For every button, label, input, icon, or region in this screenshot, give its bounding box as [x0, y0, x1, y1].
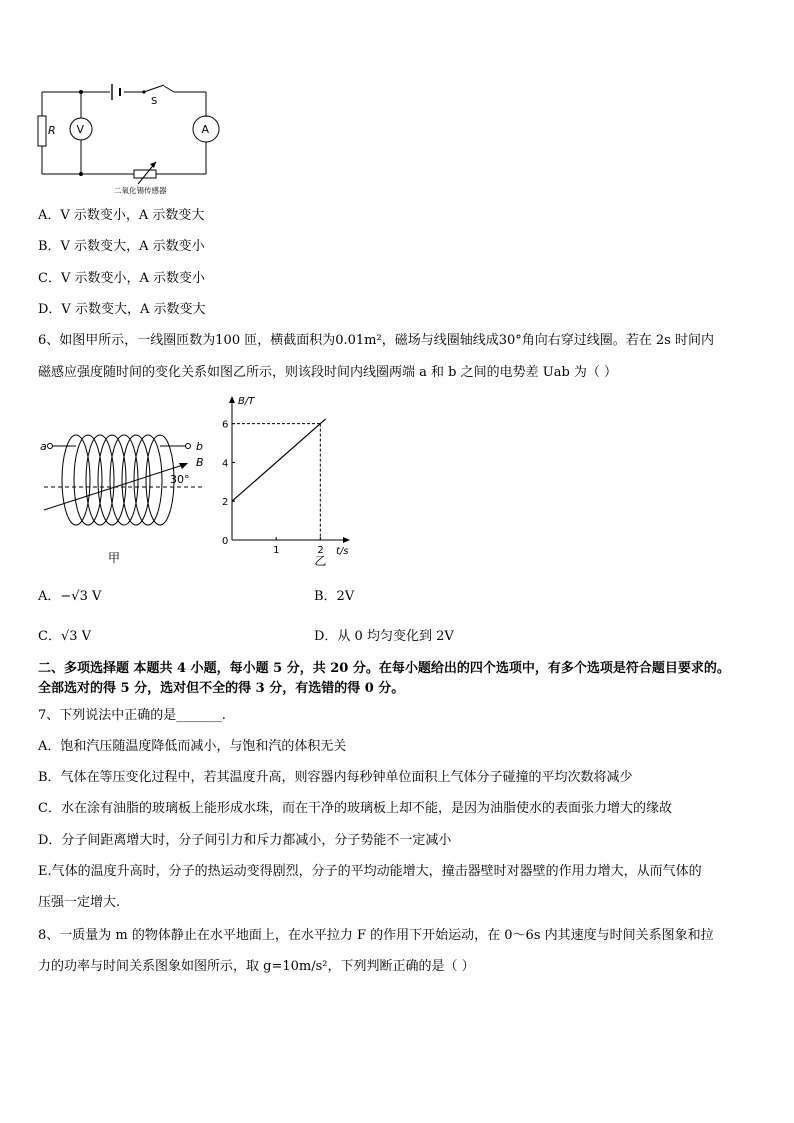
ammeter-label: A [201, 123, 210, 136]
b-t-graph [218, 394, 358, 566]
x-tick-label: 1 [273, 545, 280, 556]
graph-caption: 乙 [314, 554, 327, 566]
x-axis-arrow [343, 537, 350, 543]
coil-terminal-b: b [196, 440, 203, 453]
field-label-B: B [196, 456, 204, 469]
q5-option-a: A．V 示数变小，A 示数变大 [38, 208, 205, 223]
q6-stem-line1: 6、如图甲所示，一线圈匝数为100 匝，横截面积为0.01m²，磁场与线圈轴线成30°角向右穿过线圈。若在 2s 时间内 [38, 333, 714, 348]
q8-stem-line1: 8、一质量为 m 的物体静止在水平地面上，在水平拉力 F 的作用下开始运动，在 0～6s 内其速度与时间关系图象和拉 [38, 928, 714, 943]
q6-option-b: B．2V [314, 589, 355, 604]
q7-option-e-cont: 压强一定增大. [38, 895, 121, 910]
section2-line2: 全部选对的得 5 分，选对但不全的得 3 分，有选错的得 0 分。 [38, 681, 405, 696]
coil-caption: 甲 [108, 551, 121, 564]
voltmeter-label: V [76, 123, 85, 136]
q6-option-c: C．√3 V [38, 629, 92, 644]
q7-stem: 7、下列说法中正确的是_______. [38, 708, 226, 723]
y-axis-label: B/T [238, 396, 255, 407]
q7-option-d: D．分子间距离增大时，分子间引力和斥力都减小，分子势能不一定减小 [38, 833, 452, 848]
q7-option-b: B．气体在等压变化过程中，若其温度升高，则容器内每秒钟单位面积上气体分子碰撞的平均次数将减少 [38, 770, 633, 785]
q7-option-e: E.气体的温度升高时，分子的热运动变得剧烈，分子的平均动能增大，撞击器壁时对器壁的作用力增大，从而气体的 [38, 864, 702, 879]
y-axis-arrow [229, 396, 235, 403]
q6-option-a: A．−√3 V [38, 589, 102, 604]
data-line [232, 419, 326, 501]
sensor-label: 二氧化锡传感器 [114, 186, 167, 195]
q7-option-a: A．饱和汽压随温度降低而减小，与饱和汽的体积无关 [38, 739, 347, 754]
origin-label: 0 [222, 536, 229, 547]
y-tick-label: 6 [222, 419, 229, 431]
q7-option-c: C．水在涂有油脂的玻璃板上能形成水珠，而在干净的玻璃板上却不能，是因为油脂使水的表面张力增大的缘故 [38, 801, 672, 816]
switch-label: S [151, 96, 158, 107]
x-axis-label: t/s [336, 546, 349, 557]
x-tick-label: 2 [317, 545, 324, 556]
section2-line1: 二、多项选择题 本题共 4 小题，每小题 5 分，共 20 分。在每小题给出的四个选项中，有多个选项是符合题目要求的。 [38, 661, 730, 676]
q5-option-c: C．V 示数变小，A 示数变小 [38, 271, 205, 286]
resistor-label: R [48, 124, 56, 137]
q6-stem-line2: 磁感应强度随时间的变化关系如图乙所示，则该段时间内线圈两端 a 和 b 之间的电势差 Uab 为（ ） [38, 365, 618, 380]
circuit-diagram [34, 82, 234, 200]
y-tick-label: 4 [222, 458, 229, 470]
q5-option-d: D．V 示数变大，A 示数变大 [38, 302, 206, 317]
coil-terminal-a: a [40, 440, 47, 453]
q5-option-b: B．V 示数变大，A 示数变小 [38, 239, 205, 254]
y-tick-label: 2 [222, 497, 229, 509]
angle-label: 30° [170, 473, 190, 486]
coil-figure [38, 424, 208, 564]
q8-stem-line2: 力的功率与时间关系图象如图所示，取 g=10m/s²，下列判断正确的是（ ） [38, 959, 475, 974]
q6-option-d: D．从 0 均匀变化到 2V [314, 629, 454, 644]
